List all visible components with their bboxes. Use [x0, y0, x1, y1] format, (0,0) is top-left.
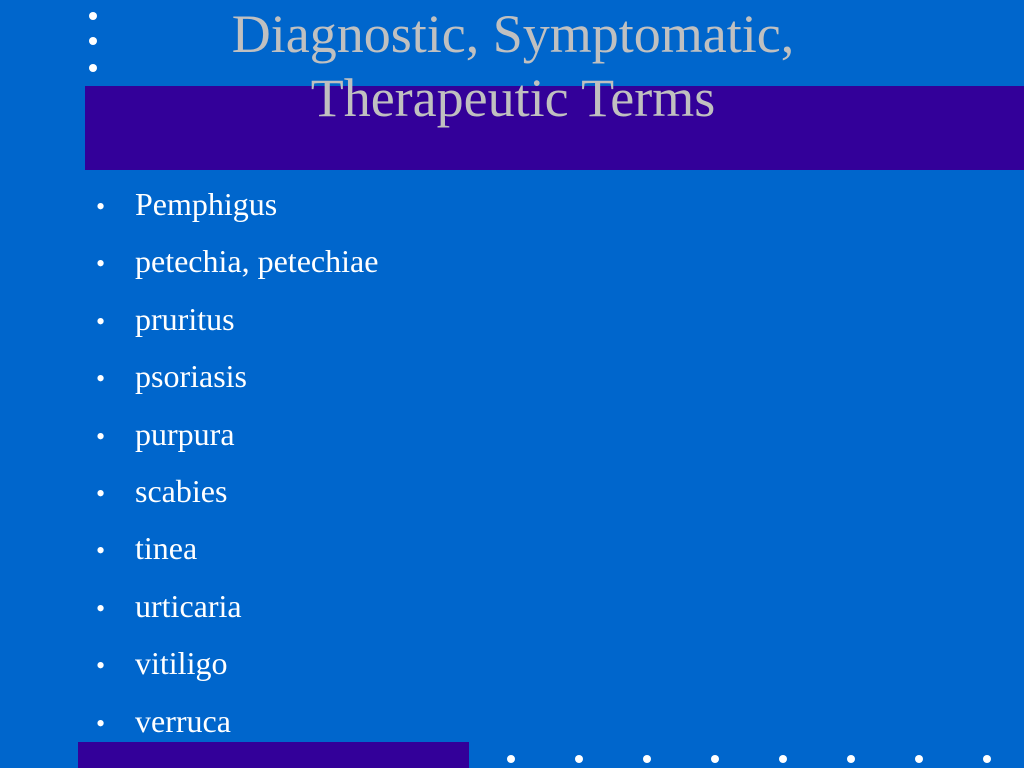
list-item [96, 635, 378, 692]
bullet-icon: • [96, 421, 106, 451]
bullet-icon: • [96, 306, 106, 336]
term-list [96, 176, 378, 750]
slide-title-line-2: Therapeutic Terms [310, 68, 716, 128]
term-text: psoriasis [135, 358, 247, 395]
dot-icon [847, 755, 855, 763]
list-item [96, 520, 378, 577]
term-text: tinea [135, 530, 198, 567]
term-text: urticaria [135, 587, 242, 624]
list-item [96, 291, 378, 348]
list-item [96, 233, 378, 290]
bullet-icon: • [96, 708, 106, 738]
bullet-icon: • [96, 593, 106, 623]
term-text: petechia, petechiae [135, 243, 379, 280]
term-text: Pemphigus [135, 186, 278, 222]
slide-title-line-1: Diagnostic, Symptomatic, [231, 4, 795, 64]
slide-title [85, 2, 941, 130]
dot-icon [915, 755, 923, 763]
bullet-icon: • [96, 364, 106, 394]
term-text: scabies [135, 472, 228, 509]
decorative-dots-horizontal [507, 755, 995, 765]
term-text: verruca [135, 702, 231, 739]
term-text: vitiligo [135, 645, 228, 682]
bullet-icon: • [96, 192, 106, 221]
bullet-icon: • [96, 536, 106, 566]
bullet-icon: • [96, 651, 106, 681]
list-item [96, 578, 378, 635]
dot-icon [983, 755, 991, 763]
dot-icon [575, 755, 583, 763]
dot-icon [643, 755, 651, 763]
list-item [96, 348, 378, 405]
term-text: purpura [135, 415, 235, 452]
list-item [96, 406, 378, 463]
dot-icon [779, 755, 787, 763]
list-item [96, 176, 378, 233]
dot-icon [711, 755, 719, 763]
bullet-icon: • [96, 249, 106, 279]
bullet-icon: • [96, 478, 106, 508]
list-item [96, 463, 378, 520]
list-item [96, 693, 378, 750]
dot-icon [507, 755, 515, 763]
term-text: pruritus [135, 300, 235, 337]
